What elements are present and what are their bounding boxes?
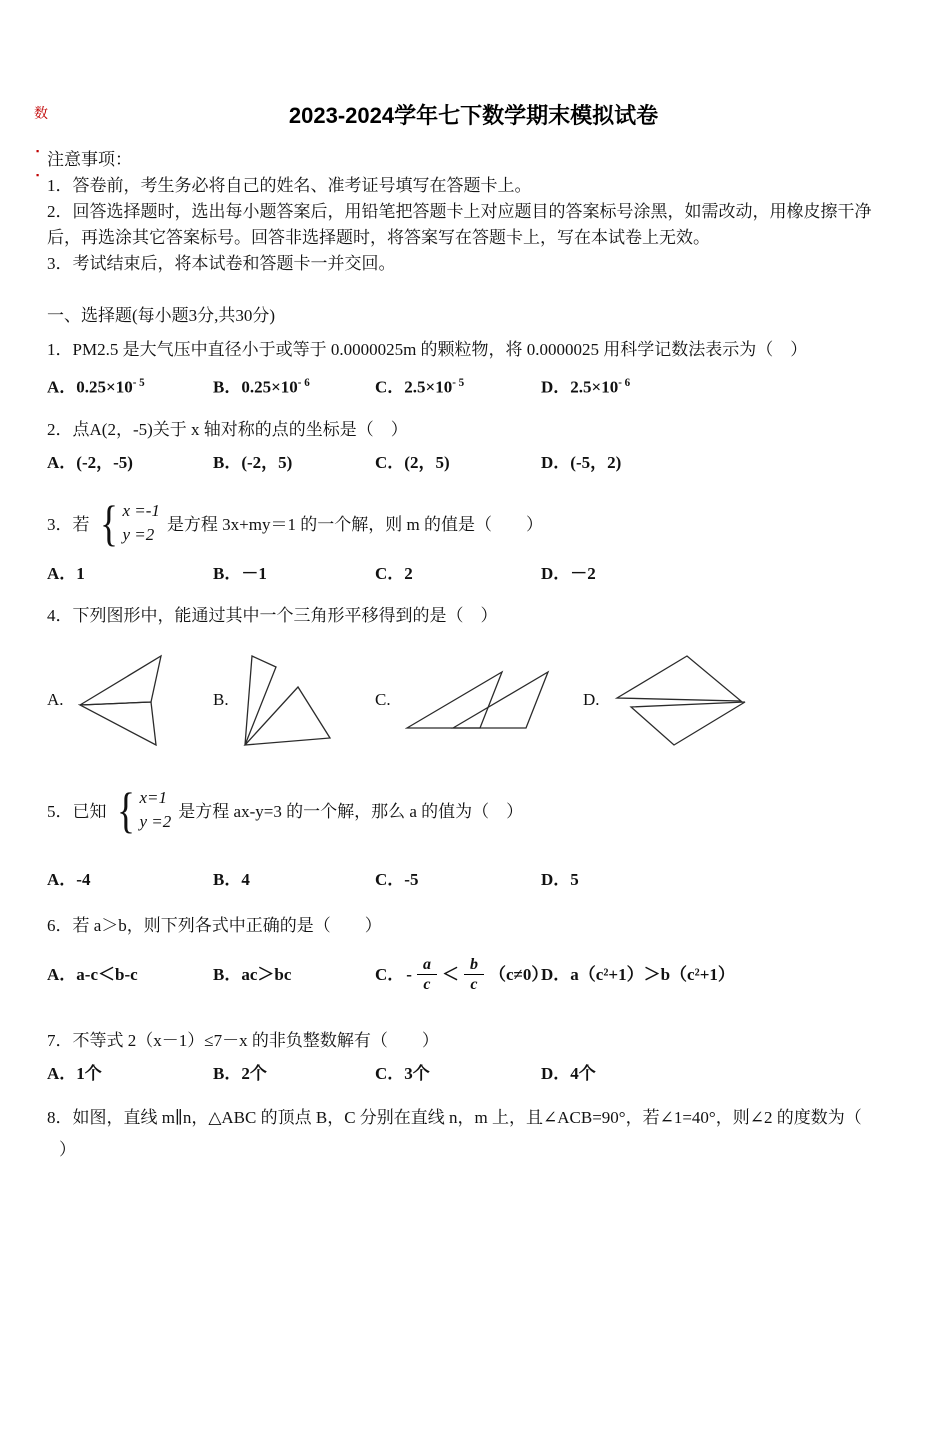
q1-option-c	[375, 370, 541, 401]
q3-option-b: B．－1	[213, 563, 267, 583]
q4-figure-cell-c	[375, 651, 583, 749]
q3-option-d: D．－2	[541, 563, 596, 583]
q6-option-c-fraction-2	[464, 955, 484, 994]
q7-option-d: D．4个	[541, 1063, 596, 1083]
q6-option-c-condition: （c≠0）	[488, 964, 549, 984]
question-1-text: 1．PM2.5 是大气压中直径小于或等于 0.0000025m 的颗粒物，将 0.0000025 用科学记数法表示为（ ）	[47, 340, 808, 359]
q5-equation-system	[114, 781, 172, 838]
q5-equation-1: x=1	[139, 787, 168, 807]
page-title: 2023-2024学年七下数学期末模拟试卷	[288, 103, 659, 128]
q4-figure-label-a: A.	[47, 689, 64, 709]
q1-option-a-base: A．0.25×10	[47, 377, 133, 397]
q2-option-c: C．(2，5)	[375, 452, 450, 472]
q1-option-d-exponent: - 6	[618, 377, 631, 389]
q3-system-equations	[121, 499, 160, 547]
q1-option-d-base: D．2.5×10	[541, 377, 619, 397]
q2-option-a: A．(-2，-5)	[47, 452, 133, 472]
q6-option-c	[375, 955, 549, 994]
question-5-options	[47, 867, 900, 893]
q5-option-a: A．-4	[47, 869, 91, 889]
question-4-text: 4．下列图形中，能通过其中一个三角形平移得到的是（ ）	[47, 605, 498, 625]
q6-option-b: B．ac＞bc	[213, 964, 292, 984]
q3-option-a: A．1	[47, 563, 85, 583]
q1-option-a	[47, 370, 213, 401]
q4-figure-b-triangles	[243, 654, 333, 746]
red-scan-artifact-1: 数	[34, 107, 48, 122]
question-6-options	[47, 946, 900, 1004]
notice-item-1: 1．答卷前，考生务必将自己的姓名、准考证号填写在答题卡上。	[47, 176, 532, 195]
q1-option-b	[213, 370, 375, 401]
q6-option-a: A．a-c＜b-c	[47, 964, 138, 984]
q4-figure-c-triangles	[405, 669, 551, 731]
q5-equation-2: y =2	[139, 811, 172, 831]
q4-figure-cell-a	[47, 651, 213, 749]
q5-system-brace: {	[116, 781, 135, 838]
q6-fraction-1-denominator: c	[423, 976, 431, 994]
q4-figure-label-c: C.	[375, 689, 391, 709]
question-6-text: 6．若 a＞b，则下列各式中正确的是（ ）	[47, 915, 382, 935]
question-7-text: 7．不等式 2（x－1）≤7－x 的非负整数解有（ ）	[47, 1030, 439, 1050]
exam-paper-page	[0, 102, 950, 1163]
q3-equation-1: x =-1	[122, 500, 160, 520]
q1-option-b-base: B．0.25×10	[213, 377, 298, 397]
question-5-text	[47, 779, 900, 841]
question-8-text-line-1: 8．如图，直线 m∥n，△ABC 的顶点 B，C 分别在直线 n，m 上，且∠ACB=90°，若∠1=40°，则∠2 的度数为（	[47, 1107, 862, 1127]
notice-item-2: 2．回答选择题时，选出每小题答案后，用铅笔把答题卡上对应题目的答案标号涂黑，如需改动，用橡皮擦干净后，再选涂其它答案标号。回答非选择题时，将答案写在答题卡上，写在本试卷上无效。	[47, 202, 872, 247]
question-2-options	[47, 450, 900, 476]
q5-text-after-system: 是方程 ax-y=3 的一个解，那么 a 的值为（ ）	[178, 802, 524, 822]
q2-option-b: B．(-2，5)	[213, 452, 293, 472]
q4-figure-cell-d	[583, 651, 823, 749]
q5-option-d: D．5	[541, 869, 579, 889]
q4-figure-label-d: D.	[583, 689, 600, 709]
q1-option-b-exponent: - 6	[297, 377, 310, 389]
question-3-options	[47, 561, 900, 587]
question-8-text-line-2: ）	[59, 1139, 76, 1159]
q5-option-c: C．-5	[375, 869, 419, 889]
q5-text-before-system: 5．已知	[47, 802, 107, 822]
q3-system-brace: {	[99, 494, 118, 551]
red-scan-artifact-3: ▪	[36, 170, 40, 180]
question-7-options	[47, 1061, 900, 1087]
red-scan-artifact-2: ▪	[36, 146, 40, 156]
q5-option-b: B．4	[213, 869, 250, 889]
q6-option-c-minus-sign: -	[406, 964, 412, 984]
q6-option-c-fraction-1	[417, 955, 437, 994]
question-4-figures	[47, 651, 900, 749]
q7-option-b: B．2个	[213, 1063, 267, 1083]
q7-option-a: A．1个	[47, 1063, 102, 1083]
section-1-heading: 一、选择题(每小题3分,共30分)	[47, 306, 276, 325]
notice-item-3: 3．考试结束后，将本试卷和答题卡一并交回。	[47, 254, 396, 273]
notice-heading: 注意事项：	[47, 150, 132, 169]
question-3-text	[47, 492, 900, 554]
q3-text-before-system: 3．若	[47, 515, 90, 535]
q5-system-equations	[138, 786, 172, 834]
q3-text-after-system: 是方程 3x+my＝1 的一个解，则 m 的值是（ ）	[166, 515, 543, 535]
q6-fraction-2-denominator: c	[470, 976, 478, 994]
q2-option-d: D．(-5，2)	[541, 452, 622, 472]
q3-equation-2: y =2	[122, 524, 155, 544]
q3-option-c: C．2	[375, 563, 413, 583]
q4-figure-d-triangles	[614, 654, 748, 746]
q6-option-c-less-than: ＜	[441, 964, 459, 984]
question-1-options	[47, 370, 900, 401]
q3-equation-system	[97, 494, 160, 551]
q1-option-a-exponent: - 5	[132, 377, 145, 389]
q4-figure-label-b: B.	[213, 689, 229, 709]
q6-fraction-2-numerator: b	[464, 955, 484, 975]
q6-option-c-label: C．	[375, 964, 405, 984]
q4-figure-cell-b	[213, 651, 375, 749]
q6-option-d: D．a（c²+1）＞b（c²+1）	[541, 964, 735, 984]
question-2-text: 2．点A(2，-5)关于 x 轴对称的点的坐标是（ ）	[47, 419, 408, 439]
notice-section	[47, 147, 900, 277]
q1-option-c-base: C．2.5×10	[375, 377, 453, 397]
q1-option-c-exponent: - 5	[452, 377, 465, 389]
q1-option-d	[541, 370, 900, 401]
q6-fraction-1-numerator: a	[417, 955, 437, 975]
q4-figure-a-triangles	[78, 654, 178, 746]
q7-option-c: C．3个	[375, 1063, 430, 1083]
